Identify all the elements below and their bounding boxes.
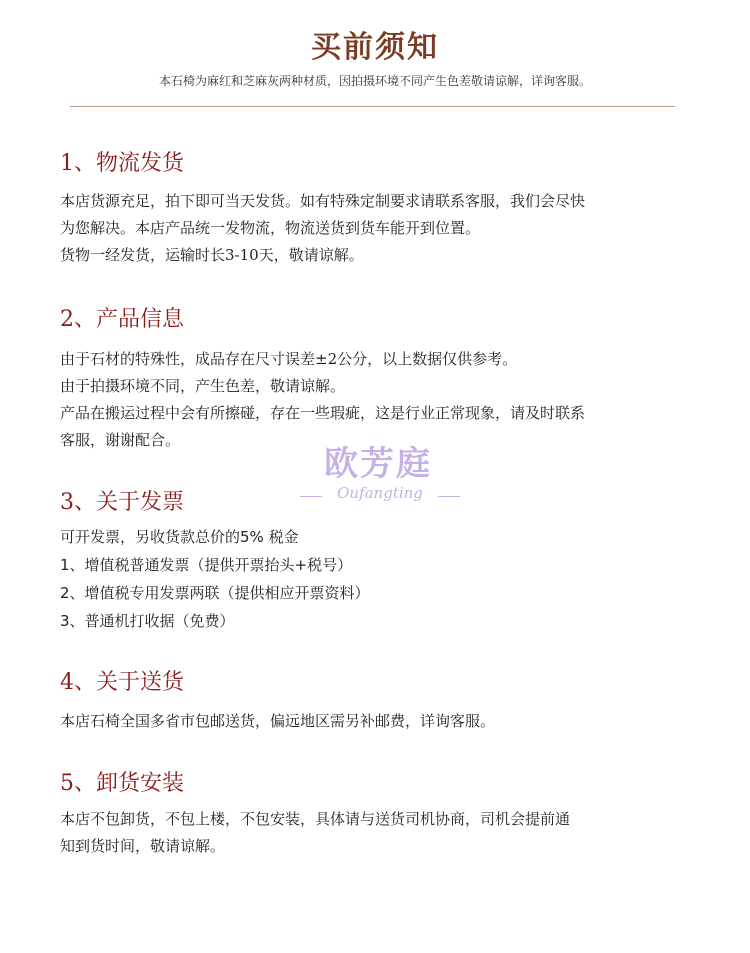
- text-line: 本店不包卸货，不包上楼，不包安装，具体请与送货司机协商，司机会提前通: [60, 810, 571, 828]
- text-line: 由于石材的特殊性，成品存在尺寸误差±2公分，以上数据仅供参考。: [60, 350, 518, 368]
- text-line: 产品在搬运过程中会有所擦碰，存在一些瑕疵，这是行业正常现象，请及时联系: [60, 404, 586, 422]
- text-line: 由于拍摄环境不同，产生色差，敬请谅解。: [60, 377, 346, 395]
- section-title-delivery: 4、关于送货: [60, 670, 184, 695]
- watermark-en: Oufangting: [337, 484, 423, 502]
- text-line: 可开发票，另收货款总价的5% 税金: [60, 528, 299, 546]
- section-title-unloading: 5、卸货安装: [60, 771, 184, 796]
- section-body-delivery: [60, 708, 700, 735]
- section-body-logistics: [60, 188, 700, 269]
- section-title-invoice: 3、关于发票: [60, 490, 184, 515]
- header-divider: [70, 106, 675, 107]
- text-line: 客服，谢谢配合。: [60, 431, 181, 449]
- text-line: 本店石椅全国多省市包邮送货，偏远地区需另补邮费，详询客服。: [60, 712, 496, 730]
- section-title-logistics: 1、物流发货: [60, 151, 184, 176]
- text-line: 2、增值税专用发票两联（提供相应开票资料）: [60, 584, 370, 602]
- page-title: 买前须知: [311, 30, 439, 65]
- text-line: 本店货源充足，拍下即可当天发货。如有特殊定制要求请联系客服，我们会尽快: [60, 192, 586, 210]
- text-line: 货物一经发货，运输时长3-10天，敬请谅解。: [60, 246, 364, 264]
- section-title-product-info: 2、产品信息: [60, 307, 184, 332]
- text-line: 知到货时间，敬请谅解。: [60, 837, 226, 855]
- text-line: 3、普通机打收据（免费）: [60, 612, 235, 630]
- watermark-cn: 欧芳庭: [324, 444, 432, 484]
- section-body-invoice: [60, 523, 700, 635]
- section-body-unloading: [60, 806, 700, 860]
- watermark-line-right: [438, 496, 460, 497]
- page-subtitle: 本石椅为麻红和芝麻灰两种材质，因拍摄环境不同产生色差敬请谅解，详询客服。: [158, 74, 591, 88]
- brand-watermark: [300, 436, 460, 516]
- text-line: 1、增值税普通发票（提供开票抬头+税号）: [60, 556, 353, 574]
- text-line: 为您解决。本店产品统一发物流，物流送货到货车能开到位置。: [60, 219, 481, 237]
